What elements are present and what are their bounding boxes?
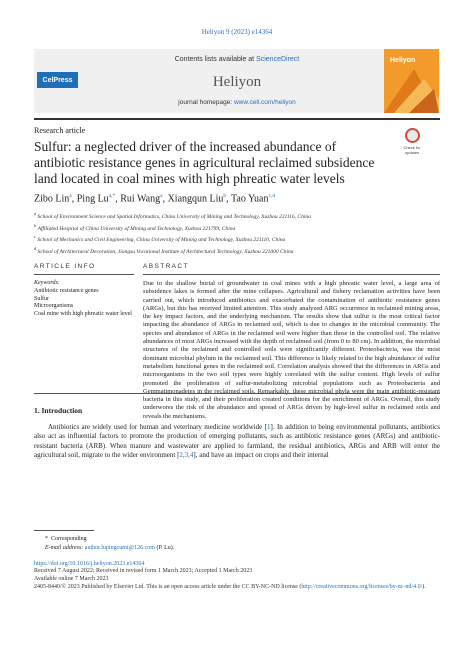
author-affil-link[interactable]: b [223, 193, 227, 199]
section-heading-introduction: 1. Introduction [34, 406, 83, 415]
journal-reference[interactable]: Heliyon 9 (2023) e14364 [201, 28, 273, 36]
license-link[interactable]: http://creativecommons.org/licenses/by-nc-nd/4.0/ [301, 584, 423, 590]
author-list: Zibo Lin$^a$, Ping $Lu^{a,*}$, Rui Wang$^a$, Xiangqun Liu$^b$, Tao Yuan$^{c,d}$ [34, 193, 276, 205]
article-info-rule [34, 274, 134, 275]
affiliation: $^d$ School of Architectural Decoration, Jiangsu Vocational Institute of Architectural Technology, Xuzhou 221000 China [34, 245, 294, 255]
keywords-list [34, 288, 132, 318]
abstract-text: Due to the shallow burial of groundwater in coal mines with a high phreatic water level, a large area of subsidence lakes is formed after the mine collapses. Agricultural and fishery reclamation activities have been carried out, which introduced antibiotics and exacerbated the contamination of antibiotic resistance genes (ARGs), but this has received limited attention. This study analyzed ARG occurrence in reclaimed mining areas, the key impact factors, and the underlying mechanism. The results show that sulfur is the most critical factor impacting the abundance of ARGs in reclaimed soil, which is due to changes in the microbial community. The species and abundance of ARGs in the reclaimed soil were higher than those in the controlled soil. The relative abundances of most ARGs increased with the depth of reclaimed soil (from 0 to 80 cm). In addition, the microbial structures of the reclaimed and controlled soils were significantly different. Proteobacteria, was the most dominant microbial phylum in the reclaimed soil. This difference is likely related to the high abundance of sulfur metabolism functional genes in the reclaimed soil. Correlation analysis showed that the differences in ARGs and microorganisms in the two soil types were highly correlated with the sulfur content. High levels of sulfur promoted the proliferation of sulfur-metabolizing microbial populations such as Proteobacteria and Gemmatimonadetes in the reclaimed soils. Remarkably, these microbial phyla were the main antibiotic-resistant bacteria in this study, and their proliferation created conditions for the enrichment of ARGs. Overall, this study underwores the risk of the abundance and spread of ARGs driven by high-level sulfur in reclaimed soils and reveals the mechanisms. [143, 280, 440, 420]
updates-icon [405, 128, 420, 143]
homepage-link[interactable]: www.cell.com/heliyon [233, 99, 296, 106]
article-title: Sulfur: a neglected driver of the increased abundance of antibiotic resistance genes in agricultural reclaimed subsidence land located in coal mines with high phreatic water levels [34, 139, 375, 186]
journal-name: Heliyon [212, 74, 262, 90]
abstract-end-rule [34, 393, 440, 394]
homepage-prefix: journal homepage: [178, 99, 234, 106]
sciencedirect-link[interactable]: ScienceDirect [256, 56, 300, 63]
author: Zibo Lin [34, 193, 70, 205]
received-dates: Received 7 August 2022; Received in revised form 1 March 2023; Accepted 1 March 2023 [34, 568, 253, 574]
contents-prefix: Contents lists available at [174, 56, 257, 63]
email-line: E-mail address: author.lupingcumt@126.com (P. Lu). [45, 545, 175, 551]
license-statement: 2405-8440/© 2023 Published by Elsevier Ltd. This is an open access article under the CC BY-NC-ND license (http://creativecommons.org/licenses/by-nc-nd/4.0/). [34, 584, 426, 590]
author-affil-link[interactable]: a [160, 193, 163, 199]
citation-link[interactable]: 2,3,4 [179, 450, 194, 459]
keyword: Antibiotic resistance genes [34, 288, 99, 294]
publisher-logo-text: CelPress [42, 76, 73, 84]
keyword: Sulfur [34, 295, 49, 302]
check-for-updates-button[interactable] [398, 128, 426, 155]
author: Ping Lu [76, 193, 109, 205]
affiliations [34, 210, 444, 256]
available-online: Available online 7 March 2023 [34, 576, 109, 582]
updates-label: Check for updates [403, 145, 421, 155]
citation-link[interactable]: 1 [267, 423, 271, 431]
author: Tao Yuan [230, 193, 269, 205]
doi-link[interactable]: https://doi.org/10.1016/j.heliyon.2023.e14364 [34, 561, 145, 567]
abstract-heading: ABSTRACT [143, 263, 189, 270]
author: Xiangqun Liu [167, 193, 224, 205]
introduction-paragraph: Antibiotics are widely used for human and veterinary medicine worldwide [1]. In addition to being environmental pollutants, antibiotics also act as influential factors to promote the production of emerging pollutants, such as antibiotic resistance genes (ARGs) and antibiotic-resistant bacteria (ARB). When manure and wastewater are applied to farmland, the residual antibiotics, ARGs and ARB will enter the agricultural soil, migrate to the wider environment [2,3,4], and have an impact on crops and their internal [34, 423, 440, 459]
affiliation: $^c$ School of Mechanics and Civil Engineering, China University of Mining and Technology, Xuzhou 221110, China [34, 234, 286, 243]
cover-title: Heliyon [390, 57, 416, 64]
header-rule [34, 118, 440, 120]
article-type: Research article [34, 126, 86, 135]
article-info-heading: ARTICLE INFO [34, 263, 96, 270]
author: Rui Wang [120, 193, 161, 205]
email-link[interactable]: author.lupingcumt@126.com [84, 545, 155, 551]
corresponding-author-note: * Corresponding [45, 536, 87, 542]
affiliation: $^b$ Affiliated Hospital of China University of Mining and Technology, Xuzhou 221799, China [34, 222, 236, 232]
keywords-label: Keywords: [34, 280, 60, 286]
affiliation: $^a$ School of Environment Science and Spatial Informatics, China University of Mining and Technology, Xuzhou 221116, China [34, 211, 311, 220]
footnote-rule [34, 530, 94, 531]
keyword: Microorganisms [34, 303, 74, 309]
abstract-rule [143, 274, 440, 275]
journal-cover-image[interactable] [384, 49, 439, 113]
keyword: Coal mine with high phreatic water level [34, 310, 132, 317]
author-affil-link[interactable]: a [69, 193, 72, 199]
author-affil-link[interactable]: c,d [268, 193, 276, 199]
article-history [34, 568, 252, 576]
author-affil-link[interactable]: a,* [108, 193, 116, 199]
